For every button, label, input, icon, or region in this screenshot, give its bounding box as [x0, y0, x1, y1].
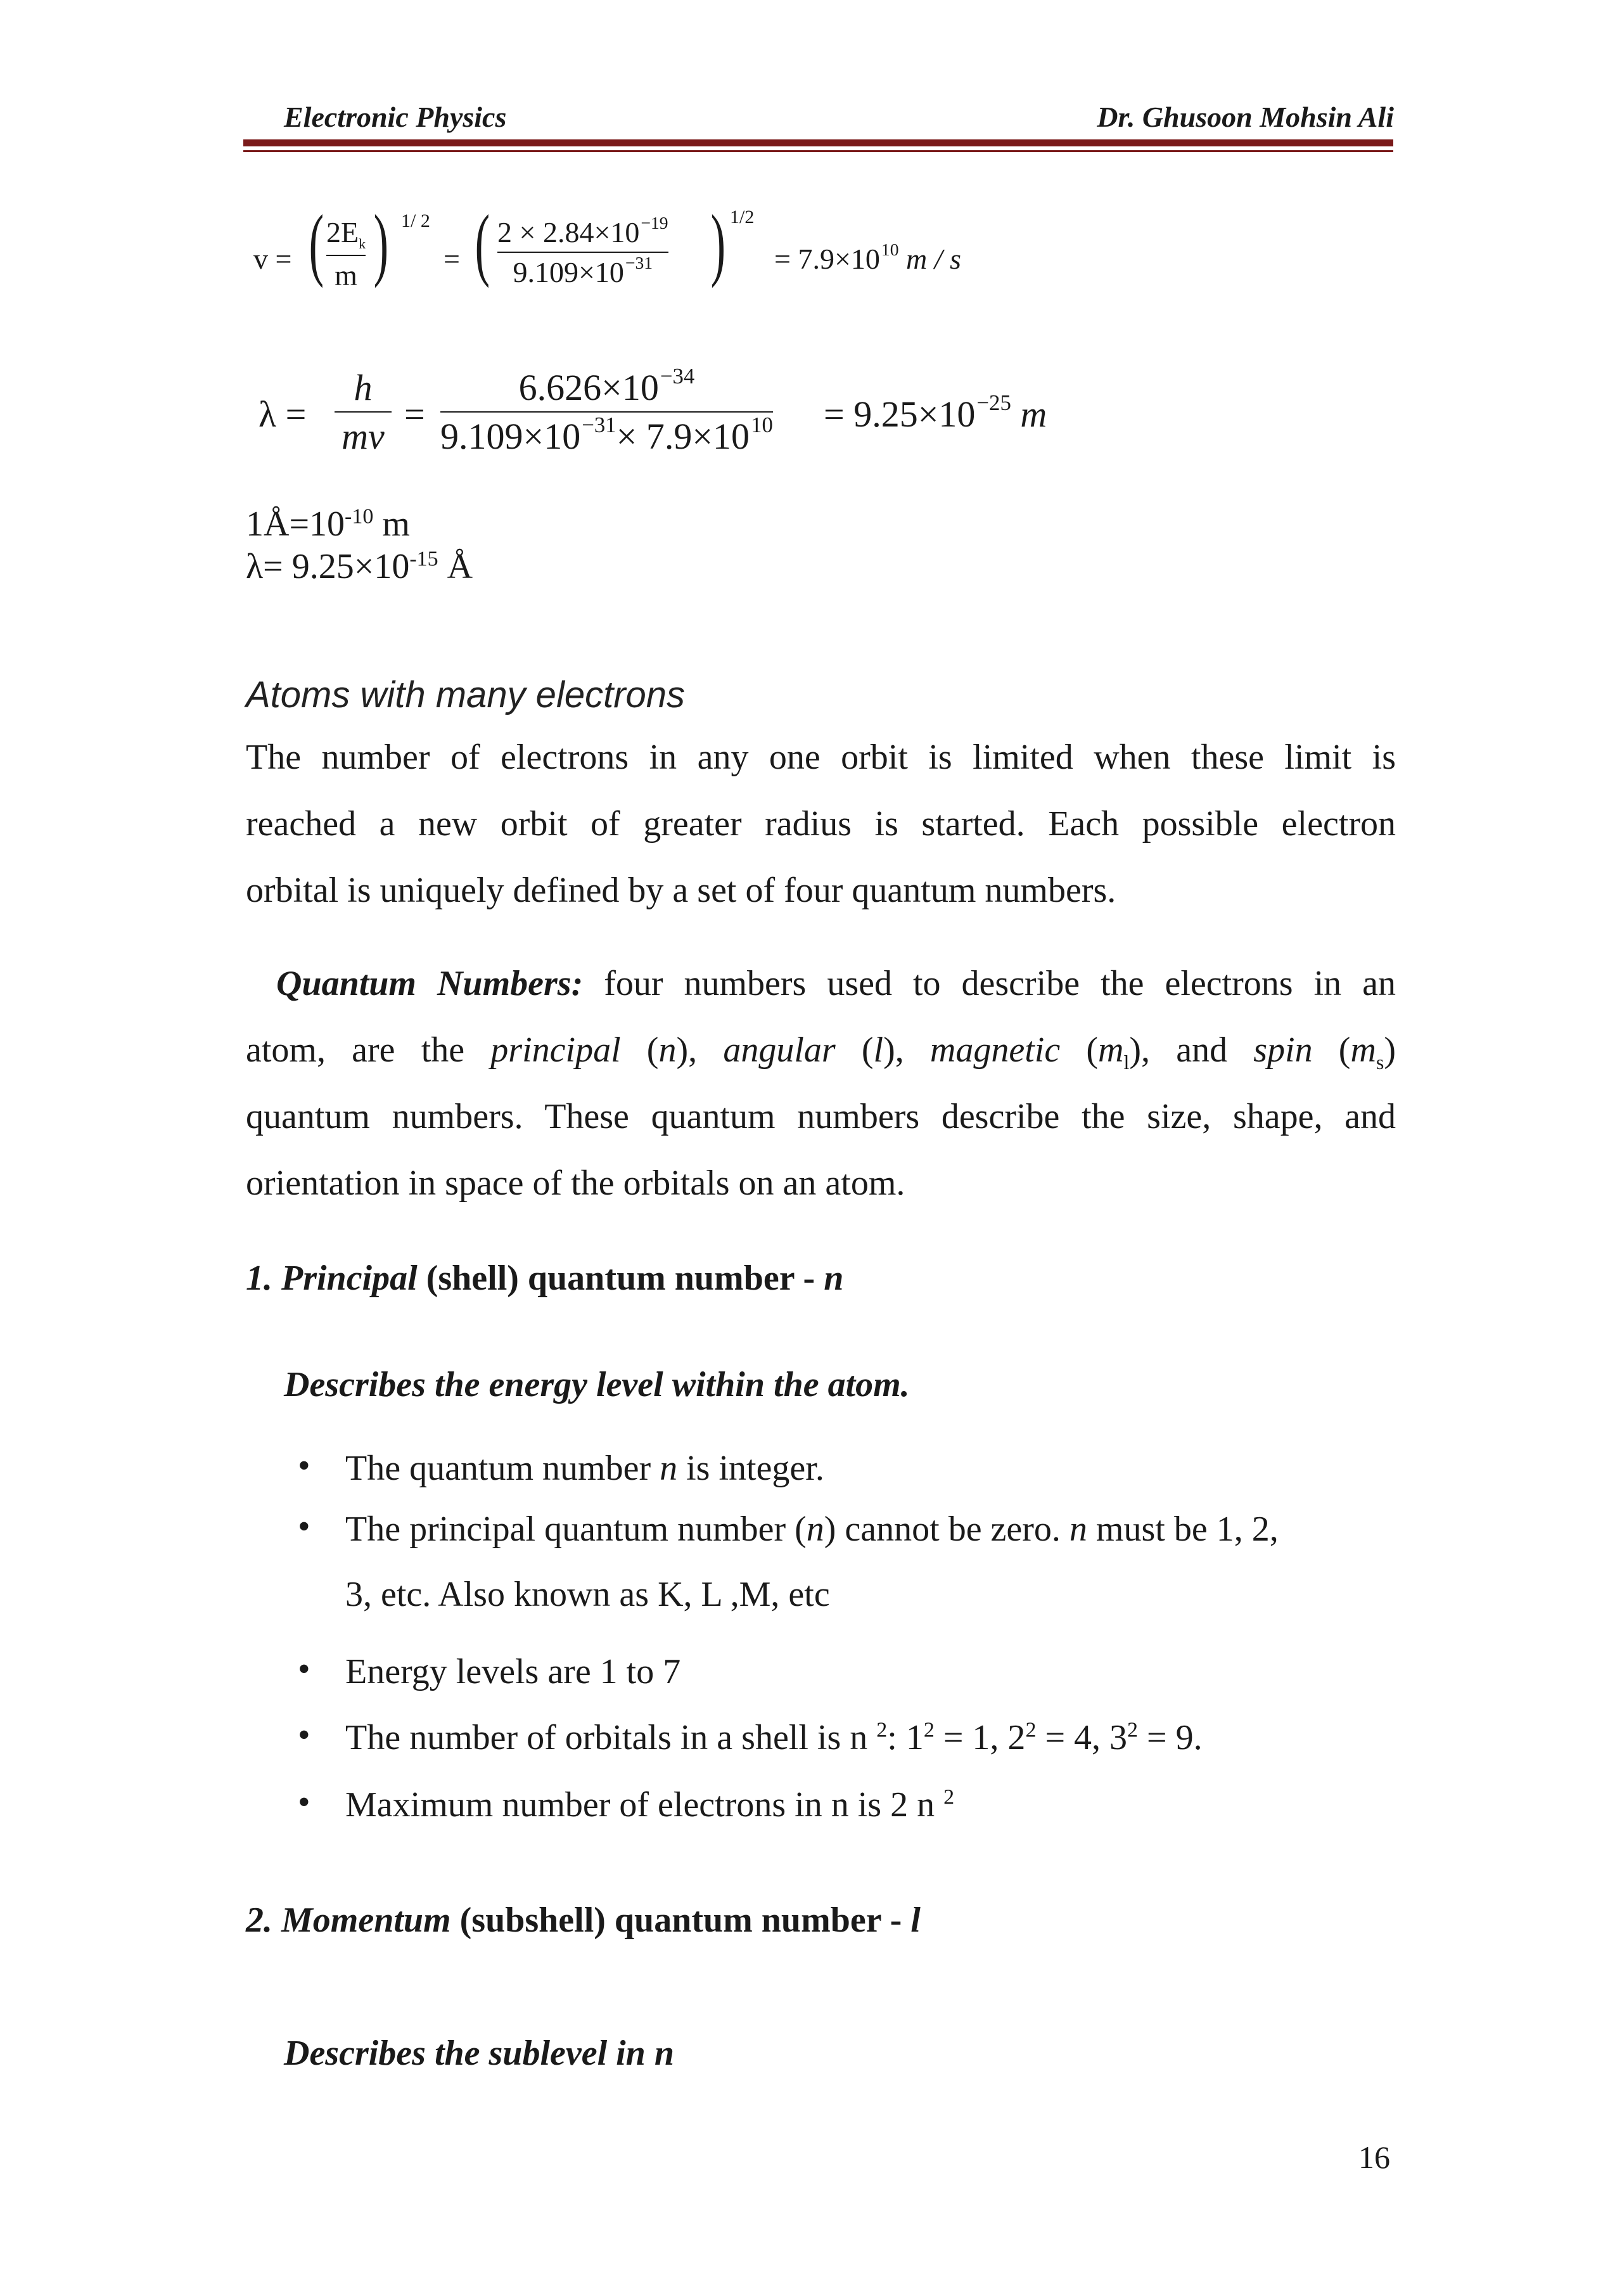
angular-term: angular — [723, 1030, 836, 1070]
symbol-ms: m — [1350, 1030, 1376, 1070]
velocity-frac2-num: 2 × 2.84×10 — [497, 216, 640, 248]
bullet-item — [345, 1509, 1279, 1549]
superscript: 2 — [943, 1785, 955, 1809]
paragraph-line: quantum numbers. These quantum numbers describe the size, shape, and — [246, 1097, 1396, 1136]
symbol-n: n — [660, 1449, 678, 1488]
velocity-frac1-num-sub: k — [359, 236, 366, 252]
fraction-bar — [326, 255, 366, 256]
wavelength-frac2-den-b: × 7.9×10 — [616, 416, 750, 457]
wavelength-fraction-1 — [335, 366, 392, 458]
text-fragment: The principal quantum number ( — [345, 1510, 807, 1549]
wavelength-result-unit: m — [1020, 394, 1047, 435]
section-number: 1. — [246, 1259, 281, 1298]
wavelength-frac2-den-a-exp: −31 — [582, 412, 616, 437]
symbol-n: n — [658, 1030, 677, 1070]
text-fragment: = 4, 3 — [1036, 1718, 1128, 1757]
symbol-l: l — [910, 1901, 921, 1940]
lambda-base: λ= 9.25×10 — [246, 547, 410, 586]
text-fragment: atom, are the — [246, 1030, 491, 1070]
wavelength-frac2-num: 6.626×10 — [518, 367, 659, 408]
momentum-title-rest: (subshell) quantum number - — [450, 1901, 911, 1940]
lambda-unit: Å — [438, 547, 473, 586]
velocity-result-base: = 7.9×10 — [774, 243, 880, 275]
text-fragment: ) cannot be zero. — [824, 1510, 1070, 1549]
magnetic-term: magnetic — [929, 1030, 1061, 1070]
text-fragment: ), — [883, 1030, 930, 1070]
text-fragment: Maximum number of electrons in n is 2 n — [345, 1785, 944, 1825]
symbol-n: n — [806, 1510, 824, 1549]
close-paren: ) — [710, 198, 726, 288]
bullet-item — [345, 1717, 1203, 1758]
bullet-item — [345, 1785, 954, 1825]
wavelength-frac2-den-b-exp: 10 — [751, 412, 773, 437]
velocity-result-exp: 10 — [881, 240, 899, 260]
superscript: 2 — [923, 1718, 935, 1742]
text-fragment: is integer. — [677, 1449, 824, 1488]
section-number: 2. — [246, 1901, 281, 1940]
subscript-l: l — [1123, 1051, 1130, 1074]
velocity-eq2: = — [444, 243, 460, 275]
velocity-result-unit: m / s — [905, 243, 961, 275]
spin-term: spin — [1253, 1030, 1313, 1070]
bullet: • — [298, 1716, 310, 1755]
wavelength-result-exp: −25 — [976, 390, 1011, 415]
open-paren: ( — [475, 198, 490, 288]
symbol-l: l — [873, 1030, 884, 1070]
text-fragment: The quantum number — [345, 1449, 660, 1488]
header-rule — [243, 139, 1393, 146]
section-heading-atoms: Atoms with many electrons — [246, 674, 686, 715]
text-fragment: ) — [1384, 1030, 1396, 1070]
wavelength-result-base: = 9.25×10 — [824, 394, 976, 435]
velocity-frac1-den: m — [335, 259, 357, 292]
section-heading-principal — [246, 1258, 843, 1299]
paragraph-line: orbital is uniquely defined by a set of four quantum numbers. — [246, 871, 1116, 910]
symbol-n: n — [1069, 1510, 1087, 1549]
paragraph-line: reached a new orbit of greater radius is started. Each possible electron — [246, 804, 1396, 843]
lambda-in-angstrom — [246, 546, 473, 587]
bullet-item — [345, 1448, 824, 1489]
velocity-exp-2: 1/2 — [730, 207, 755, 228]
symbol-n: n — [824, 1259, 844, 1298]
quantum-numbers-paragraph — [246, 951, 1396, 1217]
text-fragment: ( — [620, 1030, 659, 1070]
paragraph-line — [246, 951, 1396, 1017]
angstrom-unit: m — [373, 504, 410, 544]
velocity-fraction-1 — [326, 215, 366, 292]
quantum-numbers-term: Quantum Numbers: — [276, 964, 584, 1003]
angstrom-definition — [246, 504, 410, 544]
lambda-exp: -15 — [409, 547, 438, 571]
close-paren: ) — [373, 198, 389, 288]
velocity-frac2-den-exp: −31 — [625, 253, 653, 273]
page-number: 16 — [1358, 2139, 1390, 2175]
velocity-frac1-num: 2E — [326, 216, 359, 248]
paragraph-line — [246, 1017, 1396, 1084]
symbol-ml: m — [1098, 1030, 1124, 1070]
velocity-result — [774, 242, 961, 276]
velocity-frac2-num-exp: −19 — [641, 213, 668, 233]
velocity-frac2-den: 9.109×10 — [513, 256, 624, 288]
principal-title: Principal — [281, 1259, 418, 1298]
atoms-paragraph — [246, 724, 1396, 924]
velocity-lhs: v = — [253, 243, 292, 275]
wavelength-frac2-den-a: 9.109×10 — [440, 416, 581, 457]
superscript: 2 — [1025, 1718, 1037, 1742]
superscript: 2 — [1127, 1718, 1139, 1742]
wavelength-frac1-num: h — [354, 367, 373, 408]
wavelength-lhs: λ = — [259, 394, 307, 435]
superscript: 2 — [876, 1718, 888, 1742]
text-fragment: ), and — [1129, 1030, 1254, 1070]
principal-subheading: Describes the energy level within the atom. — [284, 1365, 910, 1404]
principal-term: principal — [490, 1030, 621, 1070]
text-fragment: : 1 — [887, 1718, 924, 1757]
text-fragment: must be 1, 2, — [1087, 1510, 1279, 1549]
paragraph-line: orientation in space of the orbitals on an atom. — [246, 1164, 905, 1203]
header-title: Electronic Physics — [284, 101, 507, 133]
section-heading-momentum — [246, 1900, 921, 1940]
text-fragment: = 1, 2 — [934, 1718, 1026, 1757]
bullet: • — [298, 1650, 310, 1689]
wavelength-frac2-num-exp: −34 — [660, 363, 695, 388]
wavelength-fraction-2 — [440, 363, 773, 458]
bullet-item-continuation: 3, etc. Also known as K, L ,M, etc — [345, 1575, 830, 1614]
text-fragment: ( — [1060, 1030, 1099, 1070]
velocity-fraction-2 — [497, 215, 668, 289]
wavelength-result — [824, 390, 1047, 435]
header-author: Dr. Ghusoon Mohsin Ali — [1097, 101, 1394, 133]
quantum-line1-rest: four numbers used to describe the electrons in an — [583, 964, 1396, 1003]
bullet: • — [298, 1507, 310, 1546]
wavelength-frac1-den: mv — [342, 416, 385, 457]
subscript-s: s — [1376, 1051, 1384, 1074]
velocity-exp-1: 1/ 2 — [401, 210, 430, 231]
angstrom-base: 1Å=10 — [246, 504, 345, 544]
bullet: • — [298, 1783, 310, 1822]
bullet: • — [298, 1446, 310, 1485]
angstrom-exp: -10 — [345, 504, 374, 529]
principal-title-rest: (shell) quantum number - — [417, 1259, 824, 1298]
momentum-subheading: Describes the sublevel in n — [284, 2034, 674, 2073]
text-fragment: ), — [676, 1030, 724, 1070]
momentum-title: Momentum — [281, 1901, 451, 1940]
fraction-bar — [335, 411, 392, 413]
open-paren: ( — [309, 198, 324, 288]
text-fragment: = 9. — [1138, 1718, 1203, 1757]
text-fragment: ( — [835, 1030, 874, 1070]
text-fragment: The number of orbitals in a shell is n — [345, 1718, 877, 1757]
bullet-item: Energy levels are 1 to 7 — [345, 1652, 681, 1691]
header-rule-thin — [243, 150, 1393, 152]
text-fragment: ( — [1312, 1030, 1351, 1070]
paragraph-line: The number of electrons in any one orbit is limited when these limit is — [246, 738, 1396, 777]
wavelength-eq2: = — [404, 394, 425, 435]
